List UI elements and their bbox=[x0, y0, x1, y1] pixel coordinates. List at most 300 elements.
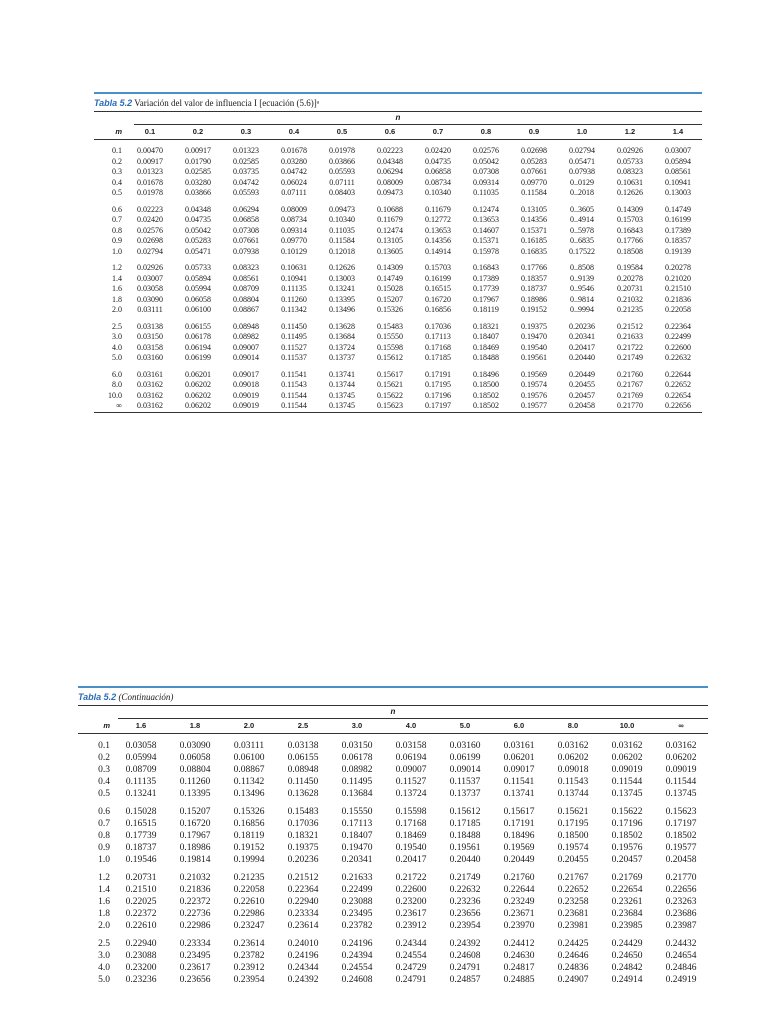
table-cell: 0.10688 bbox=[377, 204, 403, 214]
table-cell: 0.16720 bbox=[425, 294, 451, 304]
table-row bbox=[94, 322, 702, 333]
table-cell: 0.24344 bbox=[287, 963, 319, 973]
row-m-value: 4.0 bbox=[112, 342, 122, 352]
table-row bbox=[78, 896, 708, 908]
table-cell: 0.11450 bbox=[281, 321, 307, 331]
table-cell: 0.24608 bbox=[449, 951, 481, 961]
table-cell: 0.17191 bbox=[425, 369, 451, 379]
table-cell: 0.15371 bbox=[473, 236, 499, 245]
table-cell: 0.10941 bbox=[281, 273, 307, 283]
table-cell: 0.02585 bbox=[233, 156, 259, 166]
table-cell: 0.06100 bbox=[233, 753, 265, 763]
table-row bbox=[78, 920, 708, 932]
table-row bbox=[94, 343, 702, 354]
table-cell: 0.23681 bbox=[557, 909, 589, 919]
table-cell: 0.17196 bbox=[611, 819, 643, 829]
table-cell: 0.03162 bbox=[137, 401, 163, 410]
row-m-value: 2.5 bbox=[112, 321, 122, 331]
table-cell: 0.21633 bbox=[617, 332, 643, 341]
column-header: 2.5 bbox=[297, 721, 309, 730]
table-number: Tabla 5.2 bbox=[94, 98, 133, 108]
table-cell: 0.11584 bbox=[521, 188, 547, 197]
table-cell: 0.16856 bbox=[425, 305, 451, 314]
table-cell: 0.14356 bbox=[425, 236, 451, 245]
table-cell: 0.20440 bbox=[449, 855, 481, 865]
table-cell: 0.09314 bbox=[473, 177, 499, 187]
table-cell: 0.13628 bbox=[287, 789, 319, 799]
table-cell: 0.06058 bbox=[185, 294, 211, 304]
table-number: Tabla 5.2 bbox=[78, 692, 117, 702]
table-cell: 0.24608 bbox=[341, 975, 373, 985]
table-cell: 0.22364 bbox=[287, 885, 319, 895]
table-cell: 0.06201 bbox=[185, 369, 211, 379]
table-cell: 0.19576 bbox=[611, 843, 643, 853]
table-cell: 0.02585 bbox=[185, 167, 211, 176]
table-row bbox=[78, 842, 708, 854]
table-cell: 0.11537 bbox=[449, 777, 481, 787]
table-cell: 0.24010 bbox=[287, 939, 319, 949]
table-cell: 0.21770 bbox=[665, 873, 697, 883]
table-cell: 0.11544 bbox=[665, 777, 697, 787]
table-cell: 0..9546 bbox=[570, 284, 594, 293]
table-cell: 0.21032 bbox=[617, 294, 643, 304]
table-cell: 0.13737 bbox=[329, 353, 355, 362]
table-cell: 0.17113 bbox=[341, 819, 373, 829]
table-cell: 0.24914 bbox=[611, 975, 643, 985]
table-cell: 0.18508 bbox=[617, 246, 643, 256]
table-row bbox=[78, 950, 708, 962]
row-m-value: 1.6 bbox=[112, 284, 122, 293]
table-cell: 0.20449 bbox=[569, 369, 595, 379]
table-cell: 0.23614 bbox=[233, 939, 265, 949]
table-cell: 0.22644 bbox=[665, 369, 691, 379]
table-cell: 0.23261 bbox=[611, 897, 643, 907]
table-cell: 0.08403 bbox=[329, 188, 355, 197]
table-cell: 0.24196 bbox=[341, 939, 373, 949]
table-cell: 0.16856 bbox=[233, 819, 265, 829]
table-cell: 0.09017 bbox=[503, 765, 535, 775]
table-cell: 0.08734 bbox=[425, 177, 451, 187]
column-header-row bbox=[94, 125, 702, 139]
table-cell: 0.19576 bbox=[521, 390, 547, 400]
table-cell: 0.11495 bbox=[341, 777, 373, 787]
table-cell: 0.23684 bbox=[611, 909, 643, 919]
table-cell: 0.06100 bbox=[185, 305, 211, 314]
table-cell: 0.19577 bbox=[521, 401, 547, 410]
table-cell: 0.08561 bbox=[233, 273, 259, 283]
table-row bbox=[94, 157, 702, 168]
table-cell: 0.04735 bbox=[185, 215, 211, 224]
table-cell: 0.19540 bbox=[521, 342, 547, 352]
row-m-value: ∞ bbox=[116, 401, 122, 410]
table-cell: 0.18488 bbox=[449, 831, 481, 841]
table-cell: 0.17522 bbox=[569, 246, 595, 256]
table-caption bbox=[94, 98, 702, 108]
table-cell: 0.23334 bbox=[179, 939, 211, 949]
column-header: 0.8 bbox=[480, 127, 492, 136]
row-group bbox=[78, 938, 708, 986]
table-cell: 0.13684 bbox=[329, 332, 355, 341]
table-caption bbox=[78, 692, 708, 702]
table-cell: 0.22986 bbox=[179, 921, 211, 931]
table-cell: 0.20278 bbox=[617, 273, 643, 283]
influence-table bbox=[94, 92, 702, 413]
table-cell: 0.00470 bbox=[137, 146, 163, 155]
table-cell: 0.05283 bbox=[521, 156, 547, 166]
row-m-value: 0.2 bbox=[112, 156, 122, 166]
table-cell: 0.22499 bbox=[341, 885, 373, 895]
table-cell: 0.02926 bbox=[137, 263, 163, 272]
table-cell: 0.21510 bbox=[125, 885, 157, 895]
table-cell: 0.22499 bbox=[665, 332, 691, 341]
table-row bbox=[78, 938, 708, 950]
table-cell: 0.10631 bbox=[617, 177, 643, 187]
table-cell: 0.11260 bbox=[179, 777, 211, 787]
table-cell: 0.14309 bbox=[377, 263, 403, 272]
table-cell: 0.19546 bbox=[125, 855, 157, 865]
table-cell: 0..8508 bbox=[570, 263, 594, 272]
column-header: 1.8 bbox=[189, 721, 201, 730]
table-cell: 0.17766 bbox=[617, 236, 643, 245]
row-m-value: 1.0 bbox=[112, 246, 122, 256]
table-cell: 0.23088 bbox=[125, 951, 157, 961]
table-cell: 0.15598 bbox=[395, 807, 427, 817]
table-cell: 0.15621 bbox=[377, 380, 403, 389]
table-title: (Continuación) bbox=[118, 692, 174, 702]
table-cell: 0.05733 bbox=[617, 156, 643, 166]
table-row bbox=[78, 752, 708, 764]
table-cell: 0.10340 bbox=[329, 215, 355, 224]
table-cell: 0.20449 bbox=[503, 855, 535, 865]
table-cell: 0.11537 bbox=[281, 353, 307, 362]
table-cell: 0.22364 bbox=[665, 321, 691, 331]
table-cell: 0.23954 bbox=[449, 921, 481, 931]
table-cell: 0.04742 bbox=[233, 177, 259, 187]
table-cell: 0.04735 bbox=[425, 156, 451, 166]
table-cell: 0.19584 bbox=[617, 263, 643, 272]
table-cell: 0.16515 bbox=[425, 284, 451, 293]
table-cell: 0.05593 bbox=[329, 167, 355, 176]
table-cell: 0.23782 bbox=[341, 921, 373, 931]
table-title: Variación del valor de influencia I [ecuación (5.6)]ᵃ bbox=[134, 98, 320, 108]
table-cell: 0.14749 bbox=[377, 273, 403, 283]
table-cell: 0.13496 bbox=[329, 305, 355, 314]
table-cell: 0.22940 bbox=[125, 939, 157, 949]
table-cell: 0.21722 bbox=[617, 342, 643, 352]
table-cell: 0.09007 bbox=[233, 342, 259, 352]
table-row bbox=[94, 391, 702, 402]
table-cell: 0.01323 bbox=[137, 167, 163, 176]
row-m-value: 0.1 bbox=[98, 741, 110, 751]
table-cell: 0.03162 bbox=[137, 390, 163, 400]
table-cell: 0.13241 bbox=[329, 284, 355, 293]
table-cell: 0.24196 bbox=[287, 951, 319, 961]
table-cell: 0.06294 bbox=[377, 167, 403, 176]
table-cell: 0.22736 bbox=[179, 909, 211, 919]
table-cell: 0.24425 bbox=[557, 939, 589, 949]
row-m-value: 1.2 bbox=[112, 263, 122, 272]
table-cell: 0.09007 bbox=[395, 765, 427, 775]
table-cell: 0.13741 bbox=[503, 789, 535, 799]
table-cell: 0.18469 bbox=[473, 342, 499, 352]
table-cell: 0.11584 bbox=[329, 236, 355, 245]
table-cell: 0.17197 bbox=[665, 819, 697, 829]
table-cell: 0.15703 bbox=[425, 263, 451, 272]
table-cell: 0.17766 bbox=[521, 263, 547, 272]
table-cell: 0.10340 bbox=[425, 188, 451, 197]
table-cell: 0.02223 bbox=[137, 204, 163, 214]
table-cell: 0.04348 bbox=[185, 204, 211, 214]
table-cell: 0.15612 bbox=[377, 353, 403, 362]
table-cell: 0.09014 bbox=[449, 765, 481, 775]
table-cell: 0..5978 bbox=[570, 225, 594, 235]
table-cell: 0.23782 bbox=[233, 951, 265, 961]
table-cell: 0.21510 bbox=[665, 284, 691, 293]
table-cell: 0.06178 bbox=[185, 332, 211, 341]
table-cell: 0.18496 bbox=[473, 369, 499, 379]
table-body bbox=[94, 146, 702, 412]
table-cell: 0.13395 bbox=[329, 294, 355, 304]
table-cell: 0.10129 bbox=[281, 246, 307, 256]
table-cell: 0.19139 bbox=[665, 246, 691, 256]
table-cell: 0.05042 bbox=[473, 156, 499, 166]
table-cell: 0.03160 bbox=[137, 353, 163, 362]
table-cell: 0.02926 bbox=[617, 146, 643, 155]
header-rule bbox=[94, 139, 702, 140]
table-cell: 0.19574 bbox=[557, 843, 589, 853]
table-cell: 0.17389 bbox=[665, 225, 691, 235]
table-cell: 0.17185 bbox=[425, 353, 451, 362]
table-cell: 0.17168 bbox=[395, 819, 427, 829]
table-cell: 0.06202 bbox=[557, 753, 589, 763]
table-cell: 0.09314 bbox=[281, 225, 307, 235]
table-cell: 0.09014 bbox=[233, 353, 259, 362]
table-cell: 0.08009 bbox=[377, 177, 403, 187]
table-cell: 0.06202 bbox=[185, 390, 211, 400]
table-cell: 0.04348 bbox=[377, 156, 403, 166]
table-cell: 0.17967 bbox=[179, 831, 211, 841]
table-cell: 0.22652 bbox=[557, 885, 589, 895]
table-cell: 0.08734 bbox=[281, 215, 307, 224]
table-cell: 0.21767 bbox=[617, 380, 643, 389]
table-cell: 0.21235 bbox=[617, 305, 643, 314]
table-cell: 0.20417 bbox=[569, 342, 595, 352]
table-cell: 0.21722 bbox=[395, 873, 427, 883]
table-row bbox=[94, 401, 702, 412]
table-cell: 0.12018 bbox=[329, 246, 355, 256]
table-cell: 0.05733 bbox=[185, 263, 211, 272]
table-cell: 0.03280 bbox=[281, 156, 307, 166]
table-cell: 0.18357 bbox=[665, 236, 691, 245]
header-rule bbox=[78, 733, 708, 734]
table-cell: 0.14749 bbox=[665, 204, 691, 214]
table-cell: 0.12626 bbox=[329, 263, 355, 272]
table-cell: 0.14914 bbox=[425, 246, 451, 256]
table-cell: 0.05042 bbox=[185, 225, 211, 235]
row-m-value: 2.5 bbox=[98, 939, 110, 949]
table-cell: 0.07111 bbox=[329, 177, 355, 187]
table-cell: 0.08323 bbox=[617, 167, 643, 176]
table-cell: 0.01790 bbox=[185, 156, 211, 166]
table-cell: 0.06194 bbox=[185, 342, 211, 352]
table-cell: 0.23495 bbox=[179, 951, 211, 961]
table-cell: 0.03150 bbox=[137, 332, 163, 341]
table-cell: 0.23656 bbox=[179, 975, 211, 985]
table-cell: 0.11342 bbox=[233, 777, 265, 787]
table-cell: 0.12474 bbox=[377, 225, 403, 235]
table-cell: 0.24791 bbox=[449, 963, 481, 973]
table-cell: 0.20455 bbox=[569, 380, 595, 389]
table-cell: 0.17036 bbox=[425, 321, 451, 331]
table-cell: 0.00917 bbox=[137, 156, 163, 166]
table-cell: 0.18502 bbox=[473, 401, 499, 410]
table-row bbox=[94, 205, 702, 216]
table-cell: 0.13724 bbox=[329, 342, 355, 352]
table-cell: 0.03158 bbox=[395, 741, 427, 751]
table-cell: 0.23200 bbox=[395, 897, 427, 907]
table-cell: 0.20457 bbox=[569, 390, 595, 400]
table-row bbox=[78, 830, 708, 842]
table-cell: 0.15622 bbox=[611, 807, 643, 817]
table-cell: 0.08323 bbox=[233, 263, 259, 272]
table-cell: 0.12626 bbox=[617, 188, 643, 197]
table-cell: 0.18986 bbox=[521, 294, 547, 304]
table-cell: 0.18986 bbox=[179, 843, 211, 853]
table-cell: 0.11544 bbox=[281, 390, 307, 400]
table-cell: 0.08561 bbox=[665, 167, 691, 176]
m-header: m bbox=[103, 721, 110, 730]
table-cell: 0.18496 bbox=[503, 831, 535, 841]
bottom-rule bbox=[94, 412, 702, 413]
table-cell: 0.02794 bbox=[569, 146, 595, 155]
table-cell: 0.06155 bbox=[287, 753, 319, 763]
table-cell: 0.22372 bbox=[125, 909, 157, 919]
table-cell: 0.07938 bbox=[569, 167, 595, 176]
row-m-value: 4.0 bbox=[98, 963, 110, 973]
table-cell: 0.23970 bbox=[503, 921, 535, 931]
table-cell: 0.09770 bbox=[521, 177, 547, 187]
table-cell: 0.06294 bbox=[233, 204, 259, 214]
table-cell: 0.10631 bbox=[281, 263, 307, 272]
column-header: 0.1 bbox=[144, 127, 156, 136]
table-cell: 0.23258 bbox=[557, 897, 589, 907]
table-cell: 0.24791 bbox=[395, 975, 427, 985]
table-cell: 0.22600 bbox=[665, 342, 691, 352]
table-row bbox=[94, 188, 702, 199]
table-cell: 0.08982 bbox=[341, 765, 373, 775]
table-cell: 0.16843 bbox=[617, 225, 643, 235]
table-cell: 0.06199 bbox=[185, 353, 211, 362]
table-row bbox=[94, 247, 702, 258]
table-cell: 0.02576 bbox=[137, 225, 163, 235]
table-cell: 0.07111 bbox=[281, 188, 307, 197]
table-cell: 0.17195 bbox=[425, 380, 451, 389]
table-cell: 0.18469 bbox=[395, 831, 427, 841]
table-cell: 0.11541 bbox=[281, 369, 307, 379]
table-cell: 0.05471 bbox=[185, 246, 211, 256]
table-cell: 0.15207 bbox=[377, 294, 403, 304]
row-group bbox=[94, 205, 702, 258]
table-cell: 0.09770 bbox=[281, 236, 307, 245]
table-cell: 0.02698 bbox=[521, 146, 547, 155]
table-cell: 0.16515 bbox=[125, 819, 157, 829]
table-cell: 0.11135 bbox=[281, 284, 307, 293]
table-cell: 0.18321 bbox=[473, 321, 499, 331]
table-cell: 0.15326 bbox=[233, 807, 265, 817]
table-cell: 0.21769 bbox=[611, 873, 643, 883]
table-cell: 0.13741 bbox=[329, 369, 355, 379]
table-cell: 0.12772 bbox=[425, 215, 451, 224]
table-cell: 0.24885 bbox=[503, 975, 535, 985]
table-cell: 0.01678 bbox=[281, 146, 307, 155]
table-cell: 0.20278 bbox=[665, 263, 691, 272]
row-m-value: 0.7 bbox=[112, 215, 122, 224]
row-m-value: 2.0 bbox=[98, 921, 110, 931]
table-cell: 0.03162 bbox=[611, 741, 643, 751]
table-cell: 0.15028 bbox=[377, 284, 403, 293]
table-cell: 0.15623 bbox=[665, 807, 697, 817]
table-cell: 0.02698 bbox=[137, 236, 163, 245]
table-cell: 0.24919 bbox=[665, 975, 697, 985]
column-header: 0.7 bbox=[432, 127, 444, 136]
table-row bbox=[78, 764, 708, 776]
column-header: 5.0 bbox=[459, 721, 471, 730]
table-cell: 0.06024 bbox=[281, 177, 307, 187]
table-cell: 0.14607 bbox=[473, 225, 499, 235]
table-cell: 0.22644 bbox=[503, 885, 535, 895]
table-cell: 0.23334 bbox=[287, 909, 319, 919]
table-cell: 0.01678 bbox=[137, 177, 163, 187]
table-cell: 0.06058 bbox=[179, 753, 211, 763]
table-cell: 0.21749 bbox=[449, 873, 481, 883]
table-cell: 0.22025 bbox=[125, 897, 157, 907]
table-cell: 0.03866 bbox=[329, 156, 355, 166]
table-cell: 0.24392 bbox=[287, 975, 319, 985]
table-cell: 0.06178 bbox=[341, 753, 373, 763]
row-m-value: 0.9 bbox=[98, 843, 110, 853]
table-cell: 0.03058 bbox=[137, 284, 163, 293]
table-cell: 0.24842 bbox=[611, 963, 643, 973]
table-cell: 0.24630 bbox=[503, 951, 535, 961]
table-cell: 0.18488 bbox=[473, 353, 499, 362]
table-row bbox=[94, 274, 702, 285]
table-row bbox=[78, 740, 708, 752]
table-cell: 0.07938 bbox=[233, 246, 259, 256]
row-group bbox=[94, 263, 702, 316]
table-cell: 0.15623 bbox=[377, 401, 403, 410]
table-cell: 0.19569 bbox=[503, 843, 535, 853]
table-cell: 0.11543 bbox=[281, 380, 307, 389]
table-cell: 0.23263 bbox=[665, 897, 697, 907]
column-header-row bbox=[78, 719, 708, 733]
table-row bbox=[94, 332, 702, 343]
table-cell: 0.13241 bbox=[125, 789, 157, 799]
table-cell: 0.21836 bbox=[179, 885, 211, 895]
table-cell: 0.21836 bbox=[665, 294, 691, 304]
table-body bbox=[78, 740, 708, 986]
table-cell: 0.20731 bbox=[617, 284, 643, 293]
table-cell: 0.05471 bbox=[569, 156, 595, 166]
table-cell: 0.13745 bbox=[329, 390, 355, 400]
row-group bbox=[94, 146, 702, 199]
table-cell: 0.23088 bbox=[341, 897, 373, 907]
n-header: n bbox=[390, 707, 396, 716]
table-cell: 0.03111 bbox=[137, 305, 163, 314]
table-cell: 0.11544 bbox=[281, 401, 307, 410]
table-row bbox=[94, 305, 702, 316]
row-group bbox=[94, 370, 702, 412]
table-cell: 0.11035 bbox=[329, 225, 355, 235]
